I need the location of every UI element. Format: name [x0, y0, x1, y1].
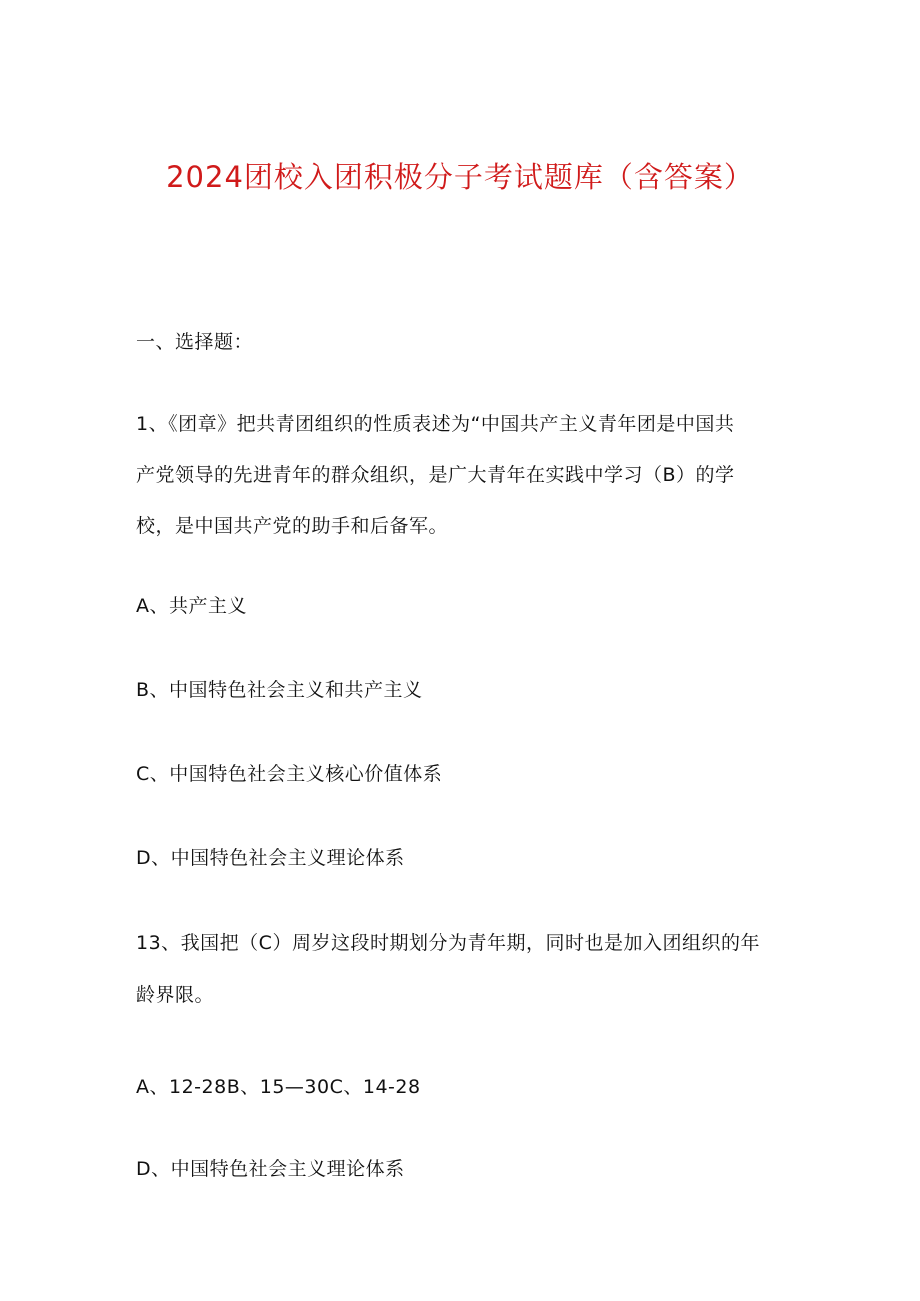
- question-13-options-abc: A、12-28B、15—30C、14-28: [136, 1076, 421, 1098]
- question-1-option-c: C、中国特色社会主义核心价值体系: [136, 763, 443, 785]
- question-1-stem-line-3: 校，是中国共产党的助手和后备军。: [136, 515, 449, 537]
- document-title: 2024团校入团积极分子考试题库（含答案）: [166, 160, 754, 194]
- question-1-stem-line-1: 1、《团章》把共青团组织的性质表述为“中国共产主义青年团是中国共: [136, 413, 735, 435]
- question-1-option-a: A、共产主义: [136, 595, 247, 617]
- question-1-stem-line-2: 产党领导的先进青年的群众组织，是广大青年在实践中学习（B）的学: [136, 464, 735, 486]
- question-13-option-d: D、中国特色社会主义理论体系: [136, 1158, 405, 1180]
- question-13-stem-line-2: 龄界限。: [136, 984, 215, 1006]
- section-heading: 一、选择题：: [136, 331, 254, 353]
- question-1-option-d: D、中国特色社会主义理论体系: [136, 847, 405, 869]
- question-13-stem-line-1: 13、我国把（C）周岁这段时期划分为青年期，同时也是加入团组织的年: [136, 932, 760, 954]
- question-1-option-b: B、中国特色社会主义和共产主义: [136, 679, 423, 701]
